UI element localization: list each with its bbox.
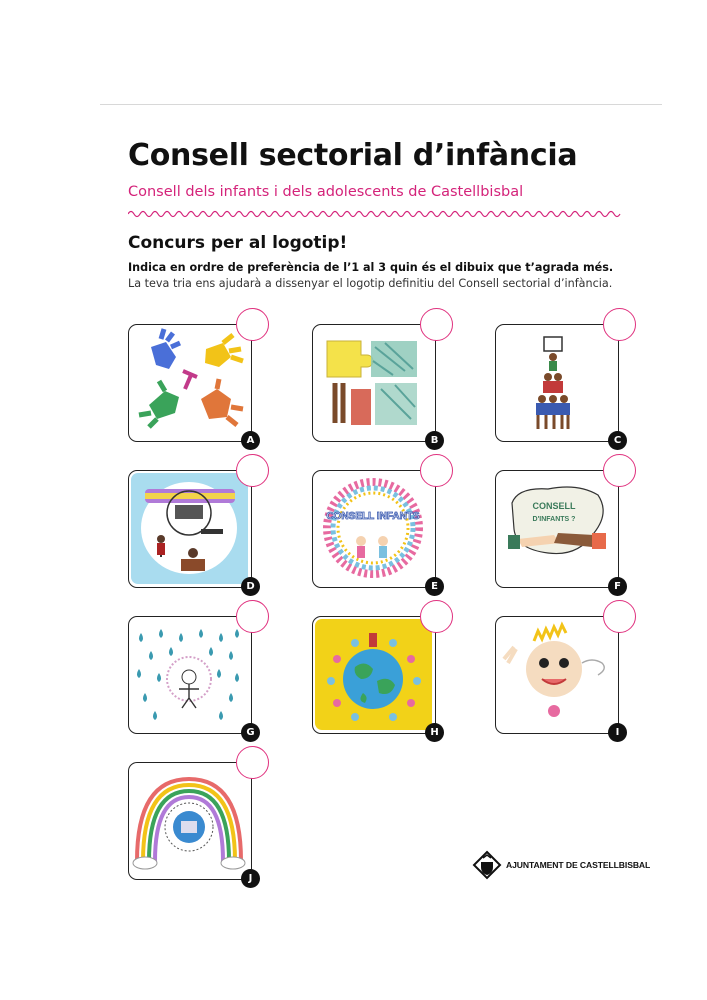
drawing-letter-e: E (425, 577, 444, 596)
drawing-letter-a: A (241, 431, 260, 450)
rank-circle-e[interactable] (420, 454, 453, 487)
drawing-card-c (495, 324, 622, 446)
drawing-card-f (495, 470, 621, 592)
drawing-a-image (131, 327, 248, 438)
rank-circle-d[interactable] (236, 454, 269, 487)
coat-of-arms-icon (472, 850, 502, 880)
drawing-b-image (315, 327, 432, 438)
drawing-e-text: CONSELL INFANTS (326, 511, 420, 522)
drawing-j-image (131, 765, 248, 876)
drawing-card-d (128, 470, 255, 592)
rank-circle-b[interactable] (420, 308, 453, 341)
page-subtitle: Consell dels infants i dels adolescents de Castellbisbal (128, 184, 524, 200)
contest-note: La teva tria ens ajudarà a dissenyar el logotip definitiu del Consell sectorial d’infància. (128, 277, 613, 290)
drawing-letter-d: D (241, 577, 260, 596)
rank-circle-h[interactable] (420, 600, 453, 633)
top-divider (100, 104, 662, 105)
drawing-card-i (495, 616, 620, 738)
drawing-letter-i: I (608, 723, 627, 742)
wavy-divider (128, 208, 622, 220)
rank-circle-j[interactable] (236, 746, 269, 779)
drawing-card-a (128, 324, 255, 446)
drawing-g-image (131, 619, 248, 730)
drawing-i-image (498, 619, 615, 730)
rank-circle-c[interactable] (603, 308, 636, 341)
drawing-d-image (131, 473, 248, 584)
rank-circle-a[interactable] (236, 308, 269, 341)
drawing-f-text-2: D'INFANTS ? (532, 516, 576, 523)
drawing-letter-j: J (241, 869, 260, 888)
drawing-c-image (498, 327, 615, 438)
drawing-letter-c: C (608, 431, 627, 450)
rank-circle-g[interactable] (236, 600, 269, 633)
drawing-card-h (312, 616, 439, 738)
page-title: Consell sectorial d’infància (128, 138, 578, 173)
drawing-f-text-1: CONSELL (532, 501, 576, 511)
municipal-logo (472, 850, 650, 880)
drawing-letter-g: G (241, 723, 260, 742)
drawing-e-image (315, 473, 432, 584)
drawing-card-j (128, 762, 253, 884)
rank-circle-f[interactable] (603, 454, 636, 487)
drawing-card-g (128, 616, 255, 738)
contest-title: Concurs per al logotip! (128, 233, 348, 253)
rank-circle-i[interactable] (603, 600, 636, 633)
contest-instruction: Indica en ordre de preferència de l’1 al 3 quin és el dibuix que t’agrada més. (128, 261, 614, 274)
drawing-f-image (498, 473, 615, 584)
drawing-card-b (312, 324, 439, 446)
drawing-h-image (315, 619, 432, 730)
drawing-letter-b: B (425, 431, 444, 450)
drawing-letter-f: F (608, 577, 627, 596)
drawing-card-e (312, 470, 438, 592)
logo-text: AJUNTAMENT DE CASTELLBISBAL (506, 860, 651, 870)
drawing-letter-h: H (425, 723, 444, 742)
